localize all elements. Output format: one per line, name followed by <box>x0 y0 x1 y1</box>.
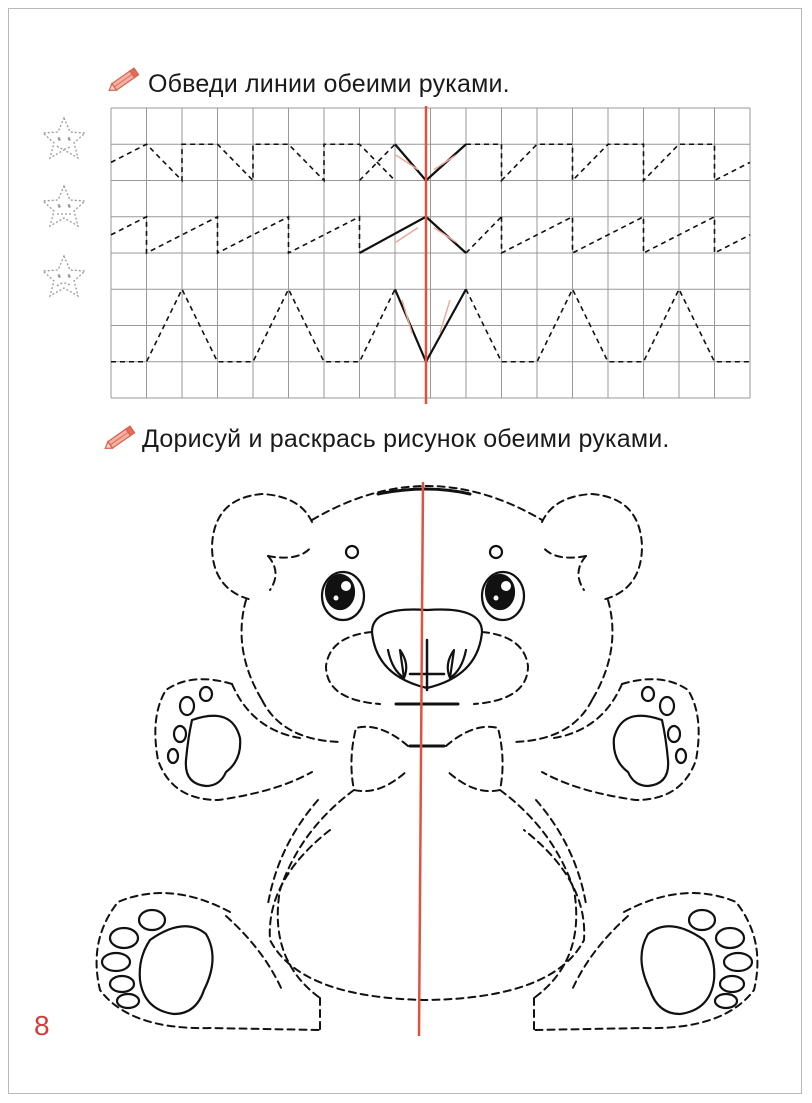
symmetry-axis-bear <box>419 482 423 1036</box>
neutral-star-icon[interactable] <box>43 186 85 226</box>
page-number: 8 <box>34 1010 50 1041</box>
happy-star-icon[interactable] <box>43 118 85 158</box>
teddy-bear-drawing[interactable] <box>97 486 758 1030</box>
instruction-complete-drawing: Дорисуй и раскрась рисунок обеими руками. <box>142 425 670 453</box>
sad-star-icon[interactable] <box>43 256 85 296</box>
instruction-trace-lines: Обведи линии обеими руками. <box>148 70 510 98</box>
